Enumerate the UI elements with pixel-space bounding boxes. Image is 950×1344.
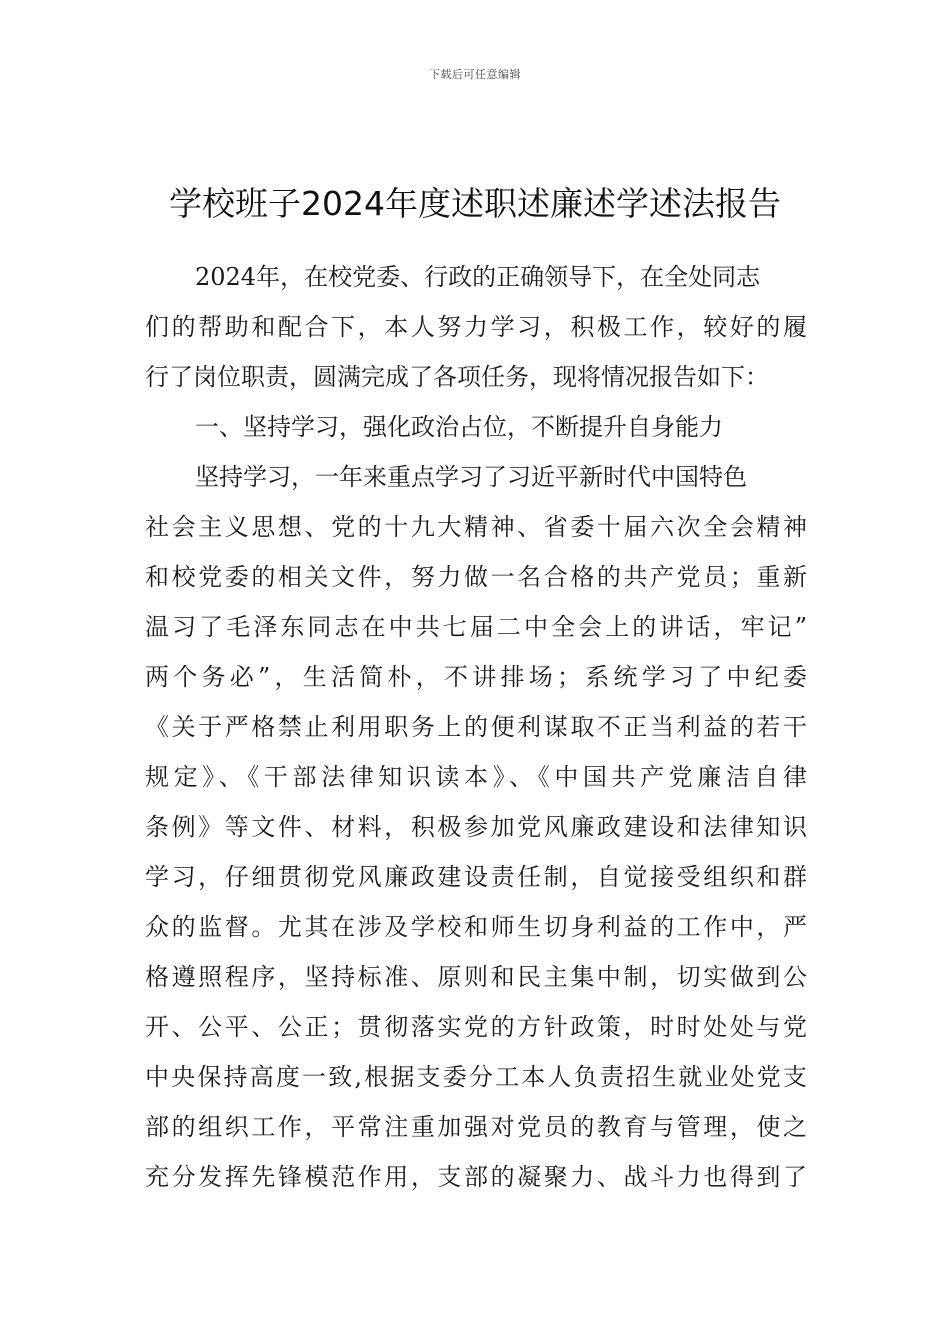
paragraph-line: 学习，仔细贯彻党风廉政建设责任制，自觉接受组织和群 — [145, 863, 807, 891]
paragraph-line: 社会主义思想、党的十九大精神、省委十届六次全会精神 — [145, 513, 807, 541]
paragraph-line: 行了岗位职责，圆满完成了各项任务，现将情况报告如下： — [145, 363, 769, 391]
paragraph-line: 和校党委的相关文件，努力做一名合格的共产党员；重新 — [145, 563, 807, 591]
document-title: 学校班子2024年度述职述廉述学述法报告 — [169, 184, 781, 223]
paragraph-line: 中央保持高度一致,根据支委分工本人负责招生就业处党支 — [145, 1063, 807, 1091]
header-note: 下载后可任意编辑 — [429, 68, 521, 81]
paragraph-line: 众的监督。尤其在涉及学校和师生切身利益的工作中，严 — [145, 913, 807, 941]
paragraph-line: 们的帮助和配合下，本人努力学习，积极工作，较好的履 — [145, 313, 807, 341]
paragraph-line: 2024年，在校党委、行政的正确领导下，在全处同志 — [195, 263, 761, 291]
paragraph-line: 规定》、《干部法律知识读本》、《中国共产党廉洁自律 — [145, 763, 807, 791]
section-heading: 一、坚持学习，强化政治占位，不断提升自身能力 — [195, 413, 723, 441]
paragraph-line: 坚持学习，一年来重点学习了习近平新时代中国特色 — [195, 463, 747, 491]
paragraph-line: 开、公平、公正；贯彻落实党的方针政策，时时处处与党 — [145, 1013, 807, 1041]
paragraph-line: 条例》等文件、材料，积极参加党风廉政建设和法律知识 — [145, 813, 807, 841]
paragraph-line: 《关于严格禁止利用职务上的便利谋取不正当利益的若干 — [145, 713, 807, 741]
paragraph-line: 部的组织工作，平常注重加强对党员的教育与管理，使之 — [145, 1113, 807, 1141]
paragraph-line: 格遵照程序，坚持标准、原则和民主集中制，切实做到公 — [145, 963, 807, 991]
paragraph-line: 充分发挥先锋模范作用，支部的凝聚力、战斗力也得到了 — [145, 1163, 807, 1191]
document-body — [145, 252, 807, 1202]
paragraph-line: 两个务必”，生活简朴，不讲排场；系统学习了中纪委 — [145, 663, 807, 691]
paragraph-line: 温习了毛泽东同志在中共七届二中全会上的讲话，牢记” — [145, 613, 807, 641]
